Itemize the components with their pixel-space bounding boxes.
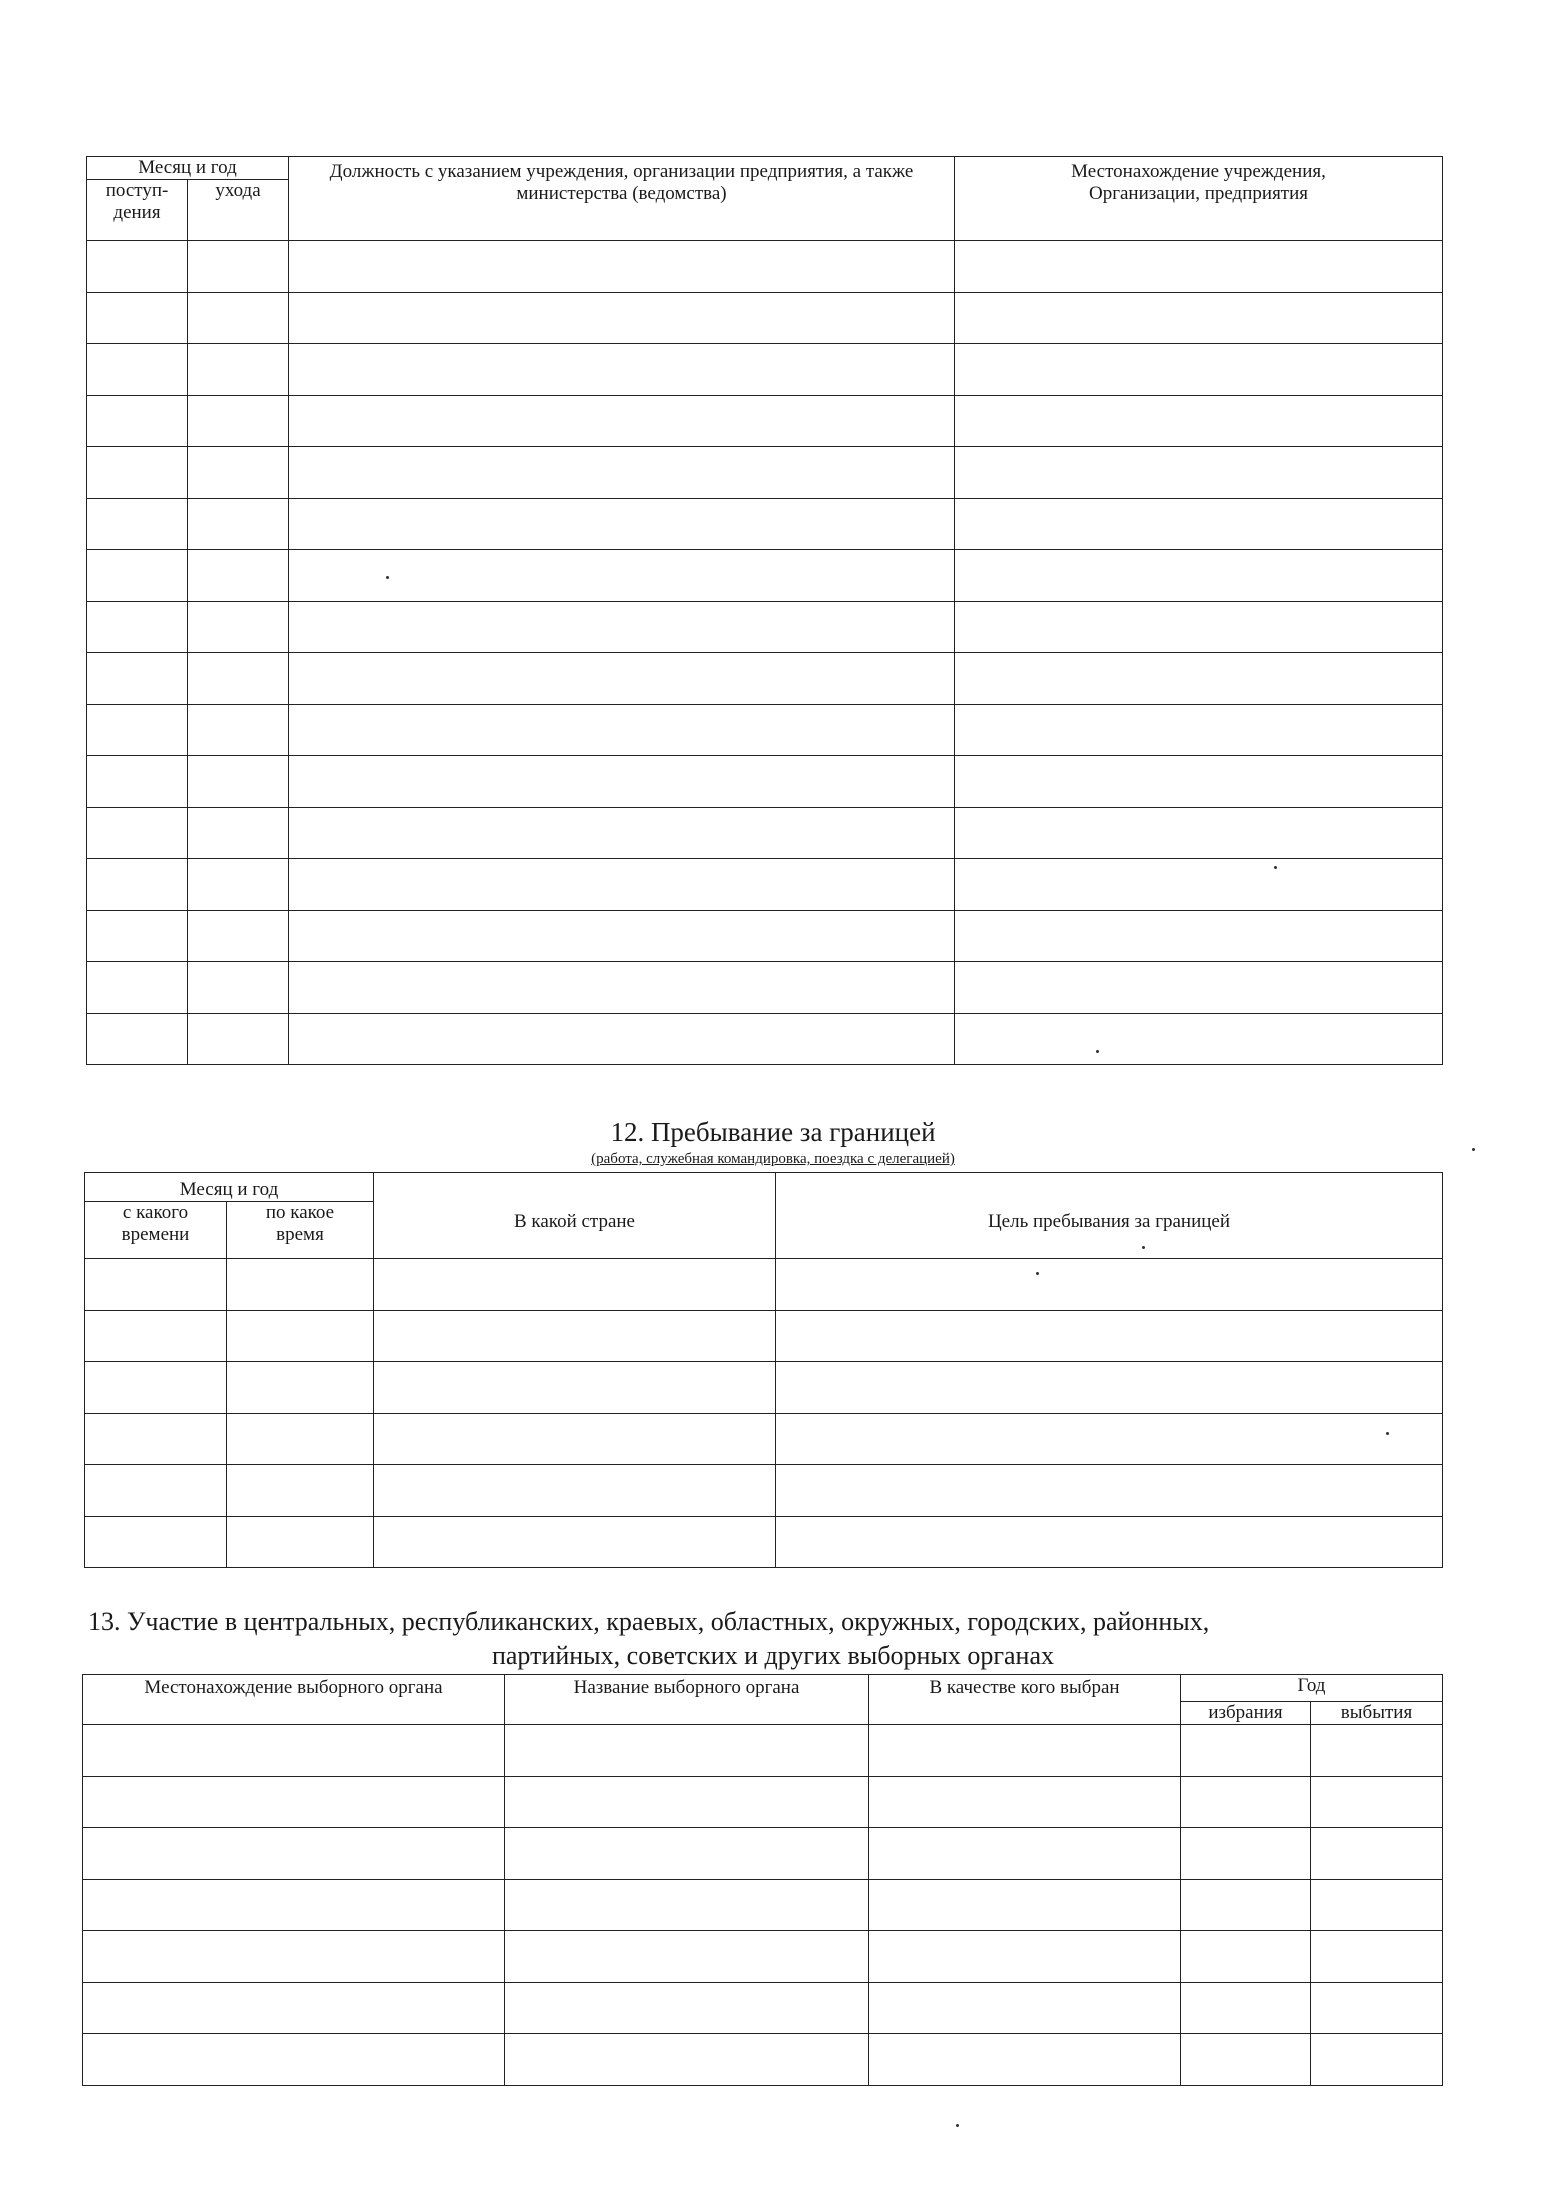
table-cell[interactable] [87, 601, 188, 653]
table-cell[interactable] [83, 1982, 505, 2034]
table-row [85, 1362, 1443, 1414]
table-cell[interactable] [289, 241, 955, 293]
table-cell[interactable] [188, 1013, 289, 1065]
position-header: Должность с указанием учреждения, организации предприятия, а также министерства (ведомства) [289, 157, 955, 241]
table-row [83, 1725, 1443, 1777]
elected-bodies-table [82, 1674, 1443, 2086]
table-cell[interactable] [85, 1310, 227, 1362]
month-year-header: Месяц и год [87, 157, 289, 180]
table-row [83, 1931, 1443, 1983]
table-cell[interactable] [289, 550, 955, 602]
table-cell[interactable] [955, 601, 1443, 653]
table-cell[interactable] [955, 653, 1443, 705]
table-row [83, 1776, 1443, 1828]
purpose-header: Цель пребывания за границей [776, 1173, 1443, 1259]
table-cell[interactable] [87, 344, 188, 396]
table-row [83, 1879, 1443, 1931]
table-cell[interactable] [87, 550, 188, 602]
table-cell[interactable] [289, 962, 955, 1014]
elected-bodies-table-body [83, 1725, 1443, 2086]
table-row [85, 1516, 1443, 1568]
table-cell[interactable] [83, 1931, 505, 1983]
abroad-table [84, 1172, 1443, 1568]
table-cell[interactable] [188, 344, 289, 396]
table-cell[interactable] [1311, 1828, 1443, 1880]
table-cell[interactable] [188, 756, 289, 808]
table-cell[interactable] [955, 292, 1443, 344]
section-12-title: 12. Пребывание за границей [610, 1117, 936, 1147]
table-cell[interactable] [1311, 1982, 1443, 2034]
table-row [87, 704, 1443, 756]
table-cell[interactable] [869, 1828, 1181, 1880]
table-cell[interactable] [1181, 1725, 1311, 1777]
table-cell[interactable] [289, 344, 955, 396]
table-cell[interactable] [374, 1310, 776, 1362]
table-cell[interactable] [289, 447, 955, 499]
table-row [87, 447, 1443, 499]
table-row [83, 1828, 1443, 1880]
scan-speck [1274, 866, 1277, 869]
table-cell[interactable] [289, 1013, 955, 1065]
table-cell[interactable] [289, 601, 955, 653]
table-cell[interactable] [87, 807, 188, 859]
table-cell[interactable] [374, 1465, 776, 1517]
table-cell[interactable] [188, 807, 289, 859]
section-12-subtitle: (работа, служебная командировка, поездка с делегацией) [591, 1151, 955, 1167]
table-cell[interactable] [289, 807, 955, 859]
table-cell[interactable] [87, 447, 188, 499]
table-cell[interactable] [955, 962, 1443, 1014]
table-cell[interactable] [1311, 1725, 1443, 1777]
table-row [87, 344, 1443, 396]
table-cell[interactable] [188, 601, 289, 653]
table-cell[interactable] [289, 704, 955, 756]
scan-speck [1142, 1246, 1145, 1249]
left-year-header: выбытия [1311, 1702, 1443, 1725]
table-cell[interactable] [87, 395, 188, 447]
table-cell[interactable] [188, 550, 289, 602]
table-row [85, 1259, 1443, 1311]
location-header: Местонахождение учреждения, Организации, предприятия [955, 157, 1443, 241]
table-cell[interactable] [87, 292, 188, 344]
table-cell[interactable] [776, 1413, 1443, 1465]
table-cell[interactable] [776, 1465, 1443, 1517]
table-row [87, 498, 1443, 550]
employment-table [86, 156, 1443, 1065]
table-cell[interactable] [87, 704, 188, 756]
table-cell[interactable] [227, 1362, 374, 1414]
table-cell[interactable] [227, 1259, 374, 1311]
table-cell[interactable] [85, 1413, 227, 1465]
name-header: Название выборного органа [505, 1675, 869, 1725]
table-row [87, 1013, 1443, 1065]
scan-speck [1472, 1148, 1475, 1151]
table-cell[interactable] [188, 447, 289, 499]
table-cell[interactable] [87, 756, 188, 808]
scan-speck [386, 576, 389, 579]
table-cell[interactable] [505, 1982, 869, 2034]
table-cell[interactable] [955, 1013, 1443, 1065]
table-row [87, 807, 1443, 859]
table-cell[interactable] [227, 1310, 374, 1362]
table-cell[interactable] [289, 756, 955, 808]
table-cell[interactable] [87, 498, 188, 550]
table-cell[interactable] [227, 1465, 374, 1517]
table-cell[interactable] [188, 395, 289, 447]
table-cell[interactable] [869, 1776, 1181, 1828]
table-cell[interactable] [85, 1259, 227, 1311]
table-cell[interactable] [955, 550, 1443, 602]
table-row [87, 550, 1443, 602]
table-row [87, 962, 1443, 1014]
scan-speck [956, 2124, 959, 2127]
table-cell[interactable] [1181, 1931, 1311, 1983]
table-cell[interactable] [87, 1013, 188, 1065]
table-cell[interactable] [1181, 1776, 1311, 1828]
elected-year-header: избрания [1181, 1702, 1311, 1725]
table-cell[interactable] [505, 1879, 869, 1931]
table-cell[interactable] [87, 910, 188, 962]
table-cell[interactable] [85, 1362, 227, 1414]
table-row [85, 1310, 1443, 1362]
table-cell[interactable] [776, 1310, 1443, 1362]
table-cell[interactable] [869, 1931, 1181, 1983]
table-cell[interactable] [955, 859, 1443, 911]
table-cell[interactable] [955, 498, 1443, 550]
table-cell[interactable] [1311, 2034, 1443, 2086]
table-cell[interactable] [776, 1259, 1443, 1311]
role-header: В качестве кого выбран [869, 1675, 1181, 1725]
table-cell[interactable] [955, 910, 1443, 962]
abroad-table-body [85, 1259, 1443, 1568]
to-header: по какое время [227, 1202, 374, 1259]
section-13-title-line2: партийных, советских и других выборных органах [491, 1641, 1055, 1670]
table-row [87, 395, 1443, 447]
leave-header: ухода [188, 180, 289, 241]
table-cell[interactable] [85, 1465, 227, 1517]
from-header: с какого времени [85, 1202, 227, 1259]
table-cell[interactable] [188, 910, 289, 962]
table-cell[interactable] [505, 1931, 869, 1983]
table-cell[interactable] [374, 1259, 776, 1311]
table-row [83, 1982, 1443, 2034]
scan-speck [1036, 1272, 1039, 1275]
location-header: Местонахождение выборного органа [83, 1675, 505, 1725]
table-row [85, 1413, 1443, 1465]
table-cell[interactable] [1311, 1776, 1443, 1828]
table-cell[interactable] [85, 1516, 227, 1568]
table-cell[interactable] [289, 653, 955, 705]
table-cell[interactable] [289, 498, 955, 550]
table-cell[interactable] [505, 1725, 869, 1777]
table-cell[interactable] [83, 1725, 505, 1777]
table-cell[interactable] [83, 1776, 505, 1828]
table-cell[interactable] [188, 241, 289, 293]
table-cell[interactable] [955, 807, 1443, 859]
table-row [87, 601, 1443, 653]
table-cell[interactable] [83, 1879, 505, 1931]
table-cell[interactable] [188, 498, 289, 550]
table-row [83, 2034, 1443, 2086]
table-cell[interactable] [869, 1879, 1181, 1931]
table-row [87, 910, 1443, 962]
scan-speck [1096, 1050, 1099, 1053]
table-cell[interactable] [955, 344, 1443, 396]
table-cell[interactable] [87, 653, 188, 705]
table-cell[interactable] [869, 1725, 1181, 1777]
table-cell[interactable] [955, 241, 1443, 293]
table-cell[interactable] [188, 292, 289, 344]
table-row [87, 241, 1443, 293]
table-cell[interactable] [1311, 1931, 1443, 1983]
table-cell[interactable] [1181, 1828, 1311, 1880]
year-header: Год [1181, 1675, 1443, 1702]
table-cell[interactable] [87, 962, 188, 1014]
table-cell[interactable] [289, 859, 955, 911]
scan-speck [1386, 1432, 1389, 1435]
table-cell[interactable] [1311, 1879, 1443, 1931]
table-cell[interactable] [87, 859, 188, 911]
table-cell[interactable] [505, 2034, 869, 2086]
table-cell[interactable] [227, 1413, 374, 1465]
table-cell[interactable] [87, 241, 188, 293]
table-cell[interactable] [188, 653, 289, 705]
table-cell[interactable] [869, 2034, 1181, 2086]
table-cell[interactable] [955, 756, 1443, 808]
table-cell[interactable] [289, 910, 955, 962]
table-cell[interactable] [955, 704, 1443, 756]
table-cell[interactable] [505, 1776, 869, 1828]
table-cell[interactable] [227, 1516, 374, 1568]
table-cell[interactable] [289, 292, 955, 344]
table-row [87, 653, 1443, 705]
section-13-title-line1: 13. Участие в центральных, республиканских, краевых, областных, окружных, городских, районных, [88, 1607, 1210, 1636]
table-cell[interactable] [1181, 2034, 1311, 2086]
table-row [87, 756, 1443, 808]
table-cell[interactable] [374, 1516, 776, 1568]
table-cell[interactable] [776, 1362, 1443, 1414]
table-row [87, 859, 1443, 911]
table-row [85, 1465, 1443, 1517]
table-cell[interactable] [955, 395, 1443, 447]
table-cell[interactable] [1181, 1879, 1311, 1931]
table-cell[interactable] [289, 395, 955, 447]
table-cell[interactable] [374, 1362, 776, 1414]
table-cell[interactable] [188, 859, 289, 911]
table-cell[interactable] [1181, 1982, 1311, 2034]
table-row [87, 292, 1443, 344]
table-cell[interactable] [505, 1828, 869, 1880]
employment-table-body [87, 241, 1443, 1065]
table-cell[interactable] [83, 2034, 505, 2086]
table-cell[interactable] [188, 704, 289, 756]
country-header: В какой стране [374, 1173, 776, 1259]
month-year-header: Месяц и год [85, 1173, 374, 1202]
table-cell[interactable] [374, 1413, 776, 1465]
table-cell[interactable] [83, 1828, 505, 1880]
entry-header: поступ- дения [87, 180, 188, 241]
table-cell[interactable] [869, 1982, 1181, 2034]
table-cell[interactable] [955, 447, 1443, 499]
table-cell[interactable] [188, 962, 289, 1014]
table-cell[interactable] [776, 1516, 1443, 1568]
